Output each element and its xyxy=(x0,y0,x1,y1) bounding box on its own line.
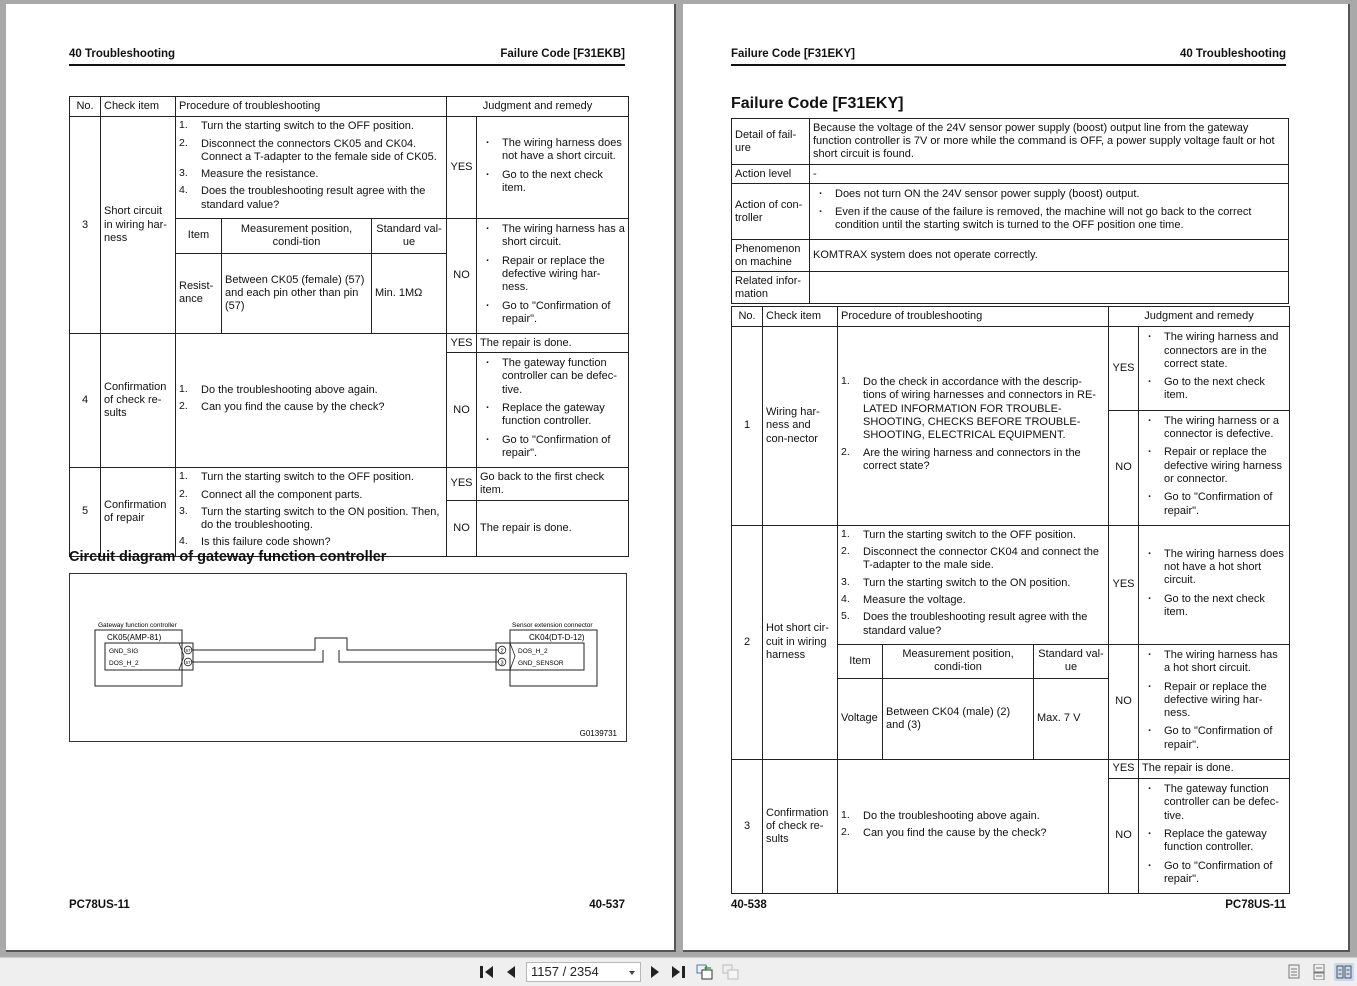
failure-detail-table xyxy=(731,118,1289,304)
col-judgment: Judgment and remedy xyxy=(447,97,629,117)
previous-page-button[interactable] xyxy=(502,963,520,981)
right-signal-1: DOS_H_2 xyxy=(518,648,548,655)
procedure-steps xyxy=(838,760,1109,894)
measure-col-standard: Standard val-ue xyxy=(372,219,447,254)
detail-label: Action level xyxy=(732,165,810,184)
procedure-steps xyxy=(176,468,447,556)
remedy-bullet: · Go to "Confirmation of repair". xyxy=(1142,491,1286,518)
diagram-title: Circuit diagram of gateway function controller xyxy=(69,549,387,565)
no-remedy xyxy=(1139,644,1290,759)
detail-row xyxy=(732,119,1289,165)
facing-pages-view-button[interactable] xyxy=(1334,963,1354,981)
remedy-bullet: · The wiring harness does not have a short circuit. xyxy=(480,137,625,164)
remedy-bullet: · Even if the cause of the failure is removed, the machine will not go back to the correct condition until the starting switch is turned to the OFF position one time. xyxy=(813,206,1285,232)
step-number: 2. xyxy=(179,487,188,500)
detail-label: Phenomenon on machine xyxy=(732,240,810,272)
procedure-step xyxy=(841,529,1105,542)
step-number: 1. xyxy=(841,375,850,388)
detail-row xyxy=(732,184,1289,240)
step-text: Do the troubleshooting above again. xyxy=(863,809,1040,822)
navigation-toolbar xyxy=(0,957,1357,986)
procedure-step xyxy=(841,577,1105,590)
detail-row xyxy=(732,240,1289,272)
step-number: 4. xyxy=(841,593,850,606)
measure-standard: Max. 7 V xyxy=(1034,678,1109,759)
next-page-button[interactable] xyxy=(646,963,664,981)
procedure-steps xyxy=(176,117,447,219)
step-number: 2. xyxy=(841,445,850,458)
step-text: Are the wiring harness and connectors in the correct state? xyxy=(863,446,1081,472)
pin-label: 57 xyxy=(185,648,191,653)
left-signal-1: GND_SIG xyxy=(109,648,139,655)
detail-value: KOMTRAX system does not operate correctly. xyxy=(810,240,1289,272)
table-row xyxy=(70,117,629,219)
no-label: NO xyxy=(447,219,477,334)
remedy-bullet: · Go to the next check item. xyxy=(1142,376,1286,403)
procedure-step xyxy=(841,810,1105,823)
step-number: 4. xyxy=(179,184,188,197)
yes-label: YES xyxy=(1109,327,1139,410)
remedy-bullet: · Repair or replace the defective wiring harness or connector. xyxy=(1142,446,1286,486)
header-section: 40 Troubleshooting xyxy=(69,48,176,60)
procedure-step xyxy=(179,384,443,397)
detail-label: Detail of fail-ure xyxy=(732,119,810,165)
header-section: 40 Troubleshooting xyxy=(1179,48,1286,60)
last-page-icon xyxy=(670,965,686,979)
measure-position: Between CK04 (male) (2) and (3) xyxy=(883,678,1034,759)
row-no: 1 xyxy=(732,327,763,526)
measure-col-item: Item xyxy=(176,219,222,254)
table-row xyxy=(70,334,629,353)
step-text: Disconnect the connector CK04 and connect the T-adapter to the male side. xyxy=(863,546,1100,572)
page-40-538 xyxy=(683,4,1350,952)
step-text: Connect all the component parts. xyxy=(201,488,363,501)
bullet-list xyxy=(1142,331,1286,402)
yes-remedy xyxy=(1139,525,1290,644)
footer-page-number: 40-538 xyxy=(731,899,767,911)
remedy-bullet: · The wiring harness does not have a hot short circuit. xyxy=(1142,548,1286,588)
step-list xyxy=(179,471,443,549)
table-row xyxy=(732,327,1290,410)
bullet-list xyxy=(1142,548,1286,619)
step-number: 1. xyxy=(841,808,850,821)
col-check-item: Check item xyxy=(101,97,176,117)
table-header-row xyxy=(732,307,1290,327)
previous-view-button[interactable] xyxy=(696,963,714,981)
measure-col-position: Measurement position, condi-tion xyxy=(222,219,372,254)
table-row xyxy=(70,468,629,501)
page-indicator: 1157 / 2354 xyxy=(531,964,599,979)
col-procedure: Procedure of troubleshooting xyxy=(176,97,447,117)
circuit-diagram xyxy=(69,573,627,742)
facing-pages-view-icon xyxy=(1336,964,1352,980)
step-list xyxy=(179,384,443,415)
step-number: 3. xyxy=(179,167,188,180)
procedure-steps xyxy=(176,334,447,468)
step-number: 1. xyxy=(179,470,188,483)
detail-value: - xyxy=(810,165,1289,184)
no-label: NO xyxy=(1109,410,1139,525)
measure-position: Between CK05 (female) (57) and each pin other than pin (57) xyxy=(222,253,372,333)
remedy-bullet: · Go to the next check item. xyxy=(1142,593,1286,620)
chevron-down-icon xyxy=(629,971,635,975)
remedy-bullet: · Repair or replace the defective wiring har-ness. xyxy=(1142,681,1286,721)
yes-label: YES xyxy=(1109,525,1139,644)
col-judgment: Judgment and remedy xyxy=(1109,307,1290,327)
detail-value: Because the voltage of the 24V sensor power supply (boost) output line from the gateway function controller is 7V or more while the command is OFF, a power supply voltage fault or hot short circuit is found. xyxy=(810,119,1289,165)
gateway-controller-label: Gateway function controller xyxy=(98,622,177,629)
step-text: Does the troubleshooting result agree with the standard value? xyxy=(201,185,426,211)
measure-standard: Min. 1MΩ xyxy=(372,253,447,333)
remedy-bullet: · Go to "Confirmation of repair". xyxy=(480,434,625,461)
row-check-item: Confirmation of check re-sults xyxy=(101,334,176,468)
footer-model: PC78US-11 xyxy=(1225,899,1286,911)
col-check-item: Check item xyxy=(763,307,838,327)
table-row xyxy=(732,760,1290,779)
step-number: 1. xyxy=(179,382,188,395)
bullet-list xyxy=(480,137,625,195)
remedy-bullet: · Go to "Confirmation of repair". xyxy=(480,300,625,327)
procedure-step xyxy=(179,489,443,502)
last-page-button[interactable] xyxy=(669,963,687,981)
next-view-icon xyxy=(722,963,740,981)
step-text: Turn the starting switch to the OFF position. xyxy=(201,120,414,133)
remedy-bullet: · The gateway function controller can be defec-tive. xyxy=(1142,783,1286,823)
previous-page-icon xyxy=(505,965,517,979)
step-number: 3. xyxy=(179,504,188,517)
page-40-537 xyxy=(6,4,676,952)
step-text: Do the troubleshooting above again. xyxy=(201,383,378,396)
right-signal-2: GND_SENSOR xyxy=(518,660,564,667)
bullet-list xyxy=(480,357,625,460)
yes-remedy: The repair is done. xyxy=(1139,760,1290,779)
bullet-list xyxy=(1142,415,1286,518)
row-check-item: Short circuit in wiring har-ness xyxy=(101,117,176,334)
procedure-step xyxy=(179,120,443,133)
step-text: Can you find the cause by the check? xyxy=(863,827,1047,840)
yes-label: YES xyxy=(447,334,477,353)
single-page-view-button[interactable] xyxy=(1285,963,1303,981)
step-number: 4. xyxy=(179,535,188,548)
step-text: Measure the resistance. xyxy=(201,168,319,181)
step-text: Can you find the cause by the check? xyxy=(201,401,385,414)
figure-id: G0139731 xyxy=(579,729,617,738)
remedy-bullet: · The wiring harness and connectors are in the correct state. xyxy=(1142,331,1286,371)
row-no: 4 xyxy=(70,334,101,468)
ck05-label: CK05(AMP-81) xyxy=(107,633,162,642)
step-number: 1. xyxy=(179,119,188,132)
page-number-dropdown[interactable] xyxy=(526,962,641,982)
left-signal-2: DOS_H_2 xyxy=(109,660,139,667)
circuit-diagram-svg xyxy=(70,574,628,743)
remedy-bullet: · The wiring harness has a hot short circuit. xyxy=(1142,649,1286,676)
procedure-step xyxy=(179,506,443,533)
no-remedy xyxy=(1139,779,1290,894)
measure-col-item: Item xyxy=(838,644,883,678)
no-label: NO xyxy=(1109,644,1139,759)
procedure-step xyxy=(179,471,443,484)
bullet-list xyxy=(480,223,625,326)
procedure-steps xyxy=(838,525,1109,644)
step-number: 2. xyxy=(841,826,850,839)
detail-label: Related infor-mation xyxy=(732,272,810,304)
first-page-icon xyxy=(479,965,495,979)
ck04-label: CK04(DT-D-12) xyxy=(529,633,585,642)
step-list xyxy=(841,810,1105,841)
procedure-step xyxy=(841,546,1105,573)
step-list xyxy=(841,376,1105,473)
no-label: NO xyxy=(447,353,477,468)
step-number: 5. xyxy=(841,610,850,623)
procedure-step xyxy=(841,376,1105,442)
remedy-bullet: · The wiring harness or a connector is defective. xyxy=(1142,415,1286,442)
remedy-bullet: · Repair or replace the defective wiring har-ness. xyxy=(480,255,625,295)
measure-item: Voltage xyxy=(838,678,883,759)
no-remedy: The repair is done. xyxy=(477,500,629,556)
procedure-steps xyxy=(838,327,1109,526)
row-check-item: Wiring har-ness and con-nector xyxy=(763,327,838,526)
detail-value xyxy=(810,184,1289,240)
step-text: Does the troubleshooting result agree with the standard value? xyxy=(863,611,1088,637)
table-row xyxy=(732,525,1290,644)
yes-remedy xyxy=(477,117,629,219)
step-text: Turn the starting switch to the OFF position. xyxy=(201,471,414,484)
row-no: 3 xyxy=(70,117,101,334)
remedy-bullet: · The gateway function controller can be defec-tive. xyxy=(480,357,625,397)
procedure-step xyxy=(179,536,443,549)
yes-label: YES xyxy=(447,468,477,501)
step-text: Turn the starting switch to the ON position. Then, do the troubleshooting. xyxy=(201,505,440,532)
procedure-step xyxy=(841,611,1105,638)
no-label: NO xyxy=(1109,779,1139,894)
wire-2 xyxy=(339,650,500,662)
row-check-item: Confirmation of repair xyxy=(101,468,176,556)
procedure-step xyxy=(841,447,1105,474)
footer-page-number: 40-537 xyxy=(589,899,625,911)
row-no: 5 xyxy=(70,468,101,556)
continuous-view-icon xyxy=(1312,964,1326,980)
bullet-list xyxy=(813,188,1285,232)
bullet-list xyxy=(1142,649,1286,752)
remedy-bullet: · The wiring harness has a short circuit. xyxy=(480,223,625,250)
yes-remedy: The repair is done. xyxy=(477,334,629,353)
troubleshooting-table xyxy=(69,96,629,557)
remedy-bullet: · Does not turn ON the 24V sensor power supply (boost) output. xyxy=(813,188,1285,201)
continuous-view-button[interactable] xyxy=(1310,963,1328,981)
col-procedure: Procedure of troubleshooting xyxy=(838,307,1109,327)
remedy-bullet: · Replace the gateway function controller. xyxy=(1142,828,1286,855)
failure-code-title: Failure Code [F31EKY] xyxy=(731,95,904,112)
step-number: 2. xyxy=(841,545,850,558)
remedy-bullet: · Replace the gateway function controller. xyxy=(480,402,625,429)
detail-row xyxy=(732,272,1289,304)
step-text: Do the check in accordance with the descrip-tions of wiring harnesses and connectors in RE-LATED INFORMATION FOR TROUBLE-SHOOTING, CHECKS BEFORE TROUBLE-SHOOTING, ELECTRICAL EQUIPMENT. xyxy=(863,376,1096,442)
troubleshooting-table xyxy=(731,306,1290,894)
step-text: Disconnect the connectors CK05 and CK04. Connect a T-adapter to the female side of CK05. xyxy=(201,137,437,163)
remedy-bullet: · Go to the next check item. xyxy=(480,169,625,196)
row-check-item: Confirmation of check re-sults xyxy=(763,760,838,894)
no-remedy xyxy=(477,219,629,334)
table-header-row xyxy=(70,97,629,117)
no-label: NO xyxy=(447,500,477,556)
procedure-step xyxy=(841,827,1105,840)
row-no: 3 xyxy=(732,760,763,894)
next-page-icon xyxy=(649,965,661,979)
step-number: 1. xyxy=(841,527,850,540)
yes-remedy xyxy=(1139,327,1290,410)
pin-label: 57 xyxy=(185,660,191,665)
sensor-connector-label: Sensor extension connector xyxy=(512,622,593,629)
step-list xyxy=(179,120,443,212)
step-text: Turn the starting switch to the OFF position. xyxy=(863,528,1076,541)
detail-label: Action of con-troller xyxy=(732,184,810,240)
single-page-view-icon xyxy=(1287,964,1301,980)
procedure-step xyxy=(179,168,443,181)
step-number: 3. xyxy=(841,575,850,588)
next-view-button[interactable] xyxy=(722,963,740,981)
step-number: 2. xyxy=(179,400,188,413)
wire-1 xyxy=(192,638,500,650)
yes-remedy: Go back to the first check item. xyxy=(477,468,629,501)
step-text: Turn the starting switch to the ON position. xyxy=(863,576,1071,589)
row-no: 2 xyxy=(732,525,763,759)
header-failure-code: Failure Code [F31EKB] xyxy=(500,48,625,60)
page-header xyxy=(731,44,1286,66)
procedure-step xyxy=(179,185,443,212)
pin-label: 2 xyxy=(500,648,504,655)
first-page-button[interactable] xyxy=(478,963,496,981)
step-list xyxy=(841,529,1105,638)
row-check-item: Hot short cir-cuit in wiring harness xyxy=(763,525,838,759)
remedy-bullet: · Go to "Confirmation of repair". xyxy=(1142,860,1286,887)
detail-value xyxy=(810,272,1289,304)
bullet-list xyxy=(1142,783,1286,886)
detail-row xyxy=(732,165,1289,184)
procedure-step xyxy=(841,594,1105,607)
previous-view-icon xyxy=(696,963,714,981)
remedy-bullet: · Go to "Confirmation of repair". xyxy=(1142,725,1286,752)
yes-label: YES xyxy=(447,117,477,219)
procedure-step xyxy=(179,138,443,165)
measure-col-position: Measurement position, condi-tion xyxy=(883,644,1034,678)
footer-model: PC78US-11 xyxy=(69,899,130,911)
yes-label: YES xyxy=(1109,760,1139,779)
step-text: Is this failure code shown? xyxy=(201,536,331,549)
no-remedy xyxy=(477,353,629,468)
step-text: Measure the voltage. xyxy=(863,594,966,607)
col-no: No. xyxy=(70,97,101,117)
measure-item: Resist-ance xyxy=(176,253,222,333)
page-header xyxy=(69,44,625,66)
no-remedy xyxy=(1139,410,1290,525)
step-number: 2. xyxy=(179,136,188,149)
pin-label: 3 xyxy=(500,660,504,667)
measure-col-standard: Standard val-ue xyxy=(1034,644,1109,678)
header-failure-code: Failure Code [F31EKY] xyxy=(731,48,855,60)
procedure-step xyxy=(179,401,443,414)
col-no: No. xyxy=(732,307,763,327)
